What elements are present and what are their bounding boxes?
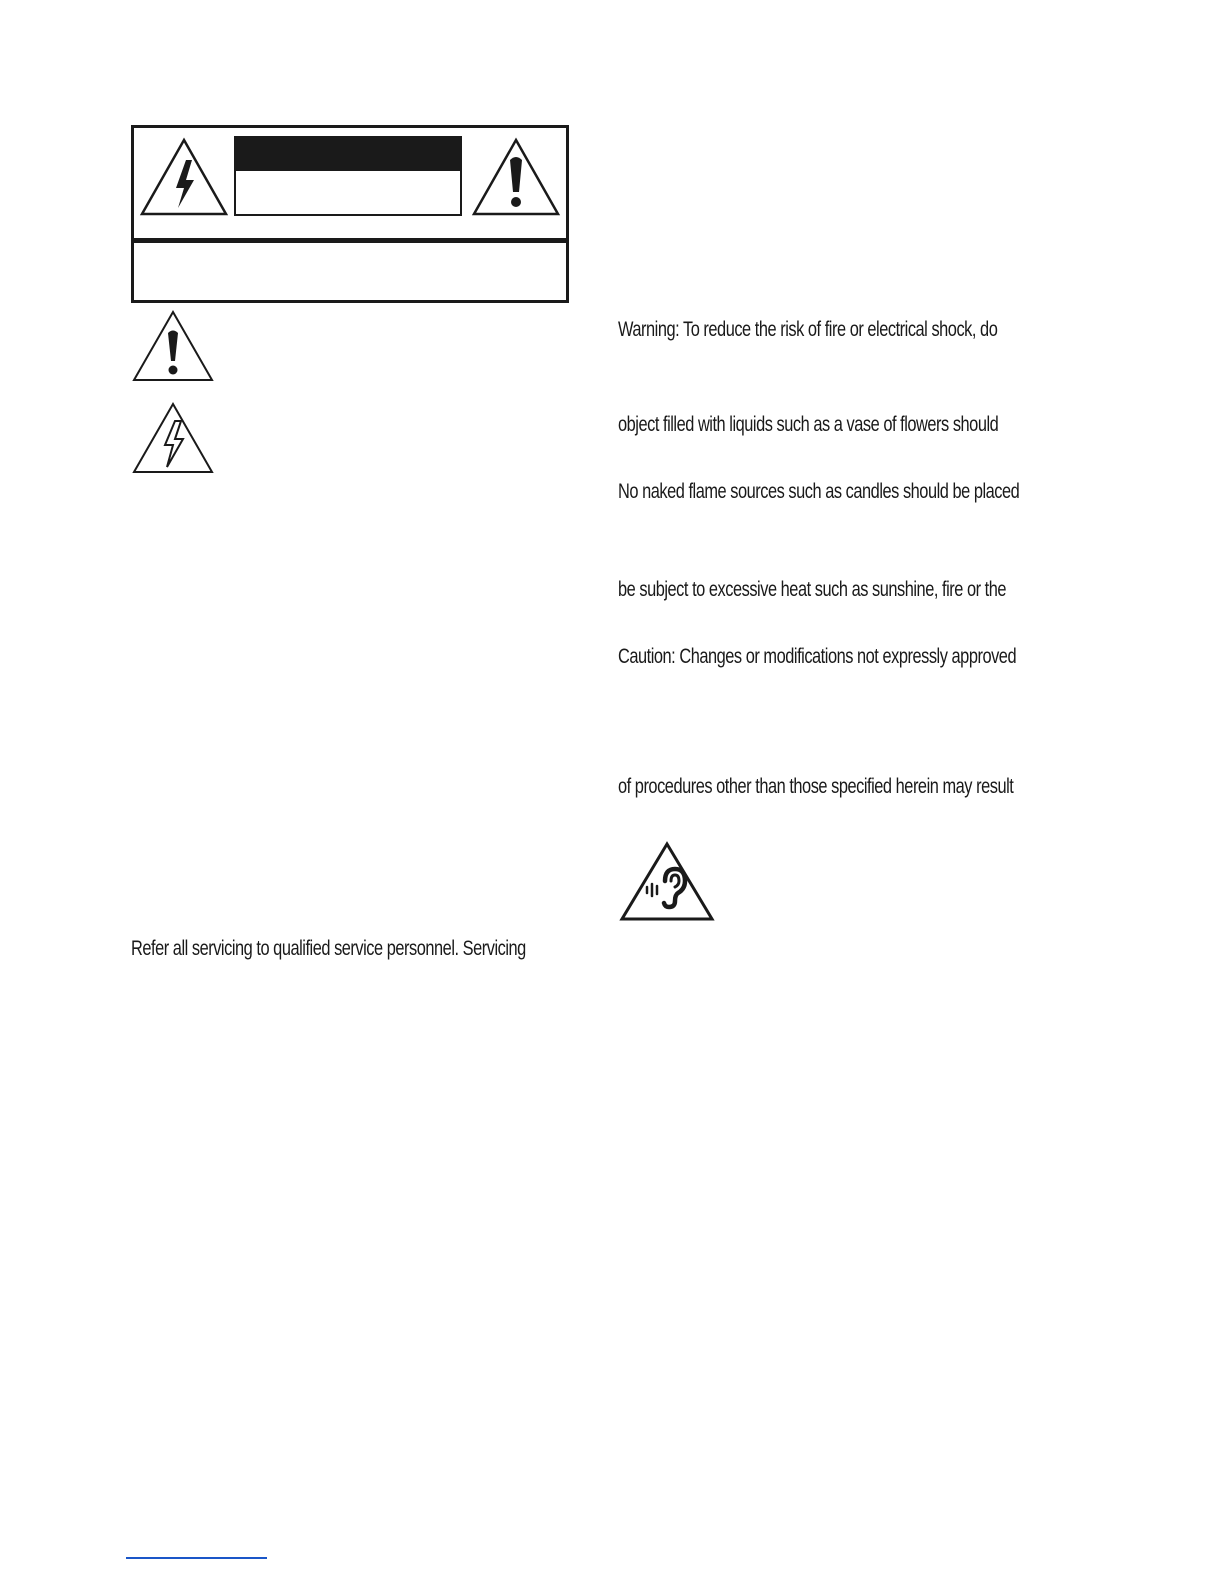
warning-text-line: be subject to excessive heat such as sunshine, fire or the: [618, 578, 1007, 601]
caution-text-line: Caution: Changes or modifications not expressly approved: [618, 645, 1017, 668]
caution-divider: [134, 238, 566, 243]
caution-label: [131, 125, 569, 303]
warning-text-line: No naked flame sources such as candles should be placed: [618, 480, 1020, 503]
warning-text-line: object filled with liquids such as a vase of flowers should: [618, 413, 999, 436]
lightning-warning-icon: [138, 136, 230, 218]
lightning-warning-icon: [131, 401, 215, 475]
footer-rule: [126, 1557, 267, 1559]
caution-header-panel: [234, 136, 462, 216]
caution-header-bar: [236, 138, 460, 171]
exclamation-warning-icon: [131, 309, 215, 383]
warning-text-line: Warning: To reduce the risk of fire or electrical shock, do: [618, 318, 998, 341]
exclamation-warning-icon: [470, 136, 562, 218]
servicing-text-line: Refer all servicing to qualified service personnel. Servicing: [131, 937, 526, 960]
hearing-damage-warning-icon: [619, 841, 715, 923]
caution-text-line: of procedures other than those specified herein may result: [618, 775, 1014, 798]
